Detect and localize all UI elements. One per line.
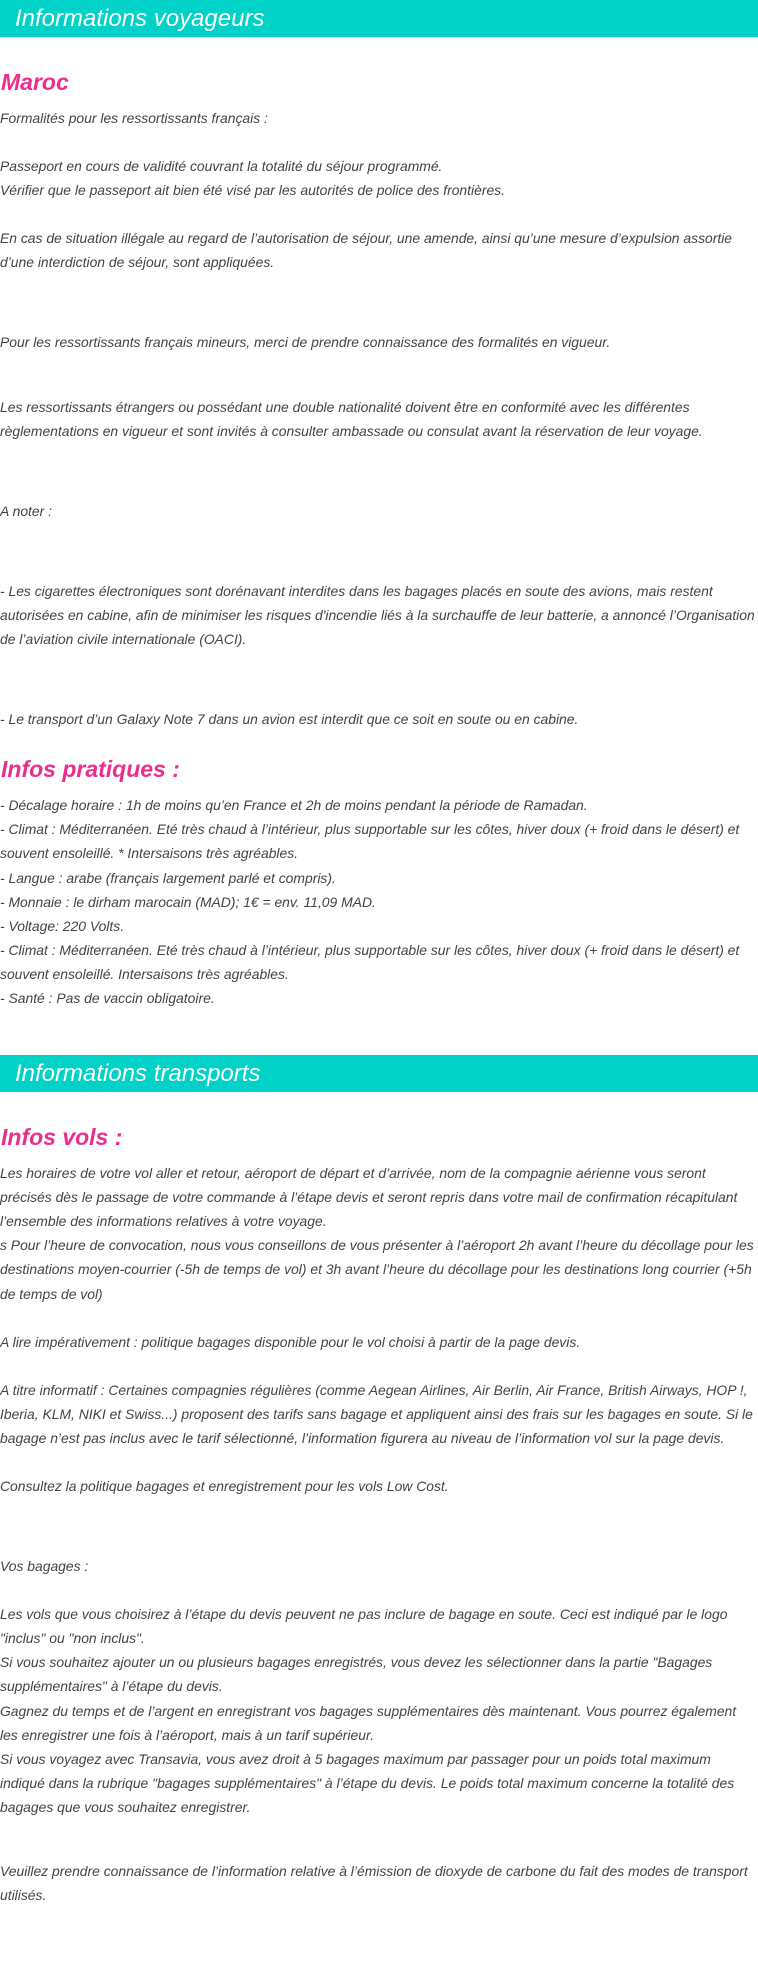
galaxy-note-text: - Le transport d’un Galaxy Note 7 dans un avion est interdit que ce soit en soute ou en cabine. [0,711,579,728]
bagages-line-1: Les vols que vous choisirez à l’étape du devis peuvent ne pas inclure de bagage en soute. Ceci est indiqué par le logo "inclus" ou "non inclus". [0,1606,728,1647]
bagages-line-3: Gagnez du temps et de l’argent en enregistrant vos bagages supplémentaires dès maintenant. Vous pourrez également les enregistrer une fois à l’aéroport, mais à un tarif supérieur. [0,1702,737,1743]
list-item: - Climat : Méditerranéen. Eté très chaud à l’intérieur, plus supportable sur les côtes, hiver doux (+ froid dans le désert) et souvent ensoleillé. * Intersaisons très agréables. [0,821,740,862]
a-lire-text: A lire impérativement : politique bagages disponible pour le vol choisi à partir de la page devis. [0,1333,581,1350]
vos-bagages-label: Vos bagages : [0,1558,89,1575]
section-header-transports: Informations transports [0,1055,758,1092]
heading-infos-pratiques: Infos pratiques : [1,756,180,783]
convocation-line: s Pour l’heure de convocation, nous vous conseillons de vous présenter à l’aéroport 2h avant l’heure du décollage pour les destinations moyen-courrier (-5h de temps de vol) et 3h avant l’heure du décollage pour les destinations long courrier (+5h de temps de vol) [0,1237,754,1302]
heading-maroc: Maroc [1,69,69,95]
list-item: - Langue : arabe (français largement parlé et compris). [0,869,336,886]
heading-infos-vols: Infos vols : [1,1124,123,1151]
horaires-text [0,1161,758,1306]
carbone-text: Veuillez prendre connaissance de l’information relative à l’émission de dioxyde de carbone du fait des modes de transport utilisés. [0,1863,748,1904]
infos-pratiques-list [0,793,758,1010]
list-item: - Santé : Pas de vaccin obligatoire. [0,989,215,1006]
horaires-line: Les horaires de votre vol aller et retour, aéroport de départ et d’arrivée, nom de la compagnie aérienne vous seront précisés dès le passage de votre commande à l’étape devis et seront repris dans votre mail de confirmation récapitulant l’ensemble des informations relatives à votre voyage. [0,1165,738,1230]
etrangers-text: Les ressortissants étrangers ou possédant une double nationalité doivent être en conformité avec les différentes règlementations en vigueur et sont invités à consulter ambassade ou consulat avant la réservation de leur voyage. [0,398,703,439]
mineurs-text: Pour les ressortissants français mineurs, merci de prendre connaissance des formalités en vigueur. [0,334,611,351]
passeport-line-2: Vérifier que le passeport ait bien été visé par les autorités de police des frontières. [0,182,505,199]
list-item: - Voltage: 220 Volts. [0,917,125,934]
cigarettes-text: - Les cigarettes électroniques sont dorénavant interdites dans les bagages placés en soute des avions, mais restent autorisées en cabine, afin de minimiser les risques d'incendie liés à la surchauffe de leur batterie, a annoncé l’Organisation de l’aviation civile internationale (OACI). [0,582,755,648]
passeport-text [0,154,758,202]
formalites-intro: Formalités pour les ressortissants français : [0,110,268,126]
list-item: - Décalage horaire : 1h de moins qu’en France et 2h de moins pendant la période de Ramadan. [0,797,588,814]
low-cost-text: Consultez la politique bagages et enregistrement pour les vols Low Cost. [0,1478,449,1494]
section-header-voyageurs: Informations voyageurs [0,0,758,37]
bagages-line-4: Si vous voyagez avec Transavia, vous avez droit à 5 bagages maximum par passager pour un poids total maximum indiqué dans la rubrique "bagages supplémentaires" à l’étape du devis. Le poids total maximum concerne la totalité des bagages que vous souhaitez enregistrer. [0,1750,735,1815]
list-item: - Monnaie : le dirham marocain (MAD); 1€ = env. 11,09 MAD. [0,893,376,910]
list-item: - Climat : Méditerranéen. Eté très chaud à l’intérieur, plus supportable sur les côtes, hiver doux (+ froid dans le désert) et souvent ensoleillé. Intersaisons très agréables. [0,941,740,982]
passeport-line-1: Passeport en cours de validité couvrant la totalité du séjour programmé. [0,158,443,175]
a-noter-label: A noter : [0,502,52,519]
bagages-line-2: Si vous souhaitez ajouter un ou plusieurs bagages enregistrés, vous devez les sélectionner dans la partie "Bagages supplémentaires" à l’étape du devis. [0,1654,713,1695]
situation-illegale-text: En cas de situation illégale au regard de l’autorisation de séjour, une amende, ainsi qu’une mesure d’expulsion assortie d’une interdiction de séjour, sont appliquées. [0,230,733,271]
bagages-text [0,1602,758,1819]
titre-informatif-text: A titre informatif : Certaines compagnies régulières (comme Aegean Airlines, Air Berlin, Air France, British Airways, HOP !, Iberia, KLM, NIKI et Swiss...) proposent des tarifs sans bagage et appliquent ainsi des frais sur les bagages en soute. Si le bagage n’est pas inclus avec le tarif sélectionné, l’information figurera au niveau de l’information vol sur la page devis. [0,1381,753,1446]
